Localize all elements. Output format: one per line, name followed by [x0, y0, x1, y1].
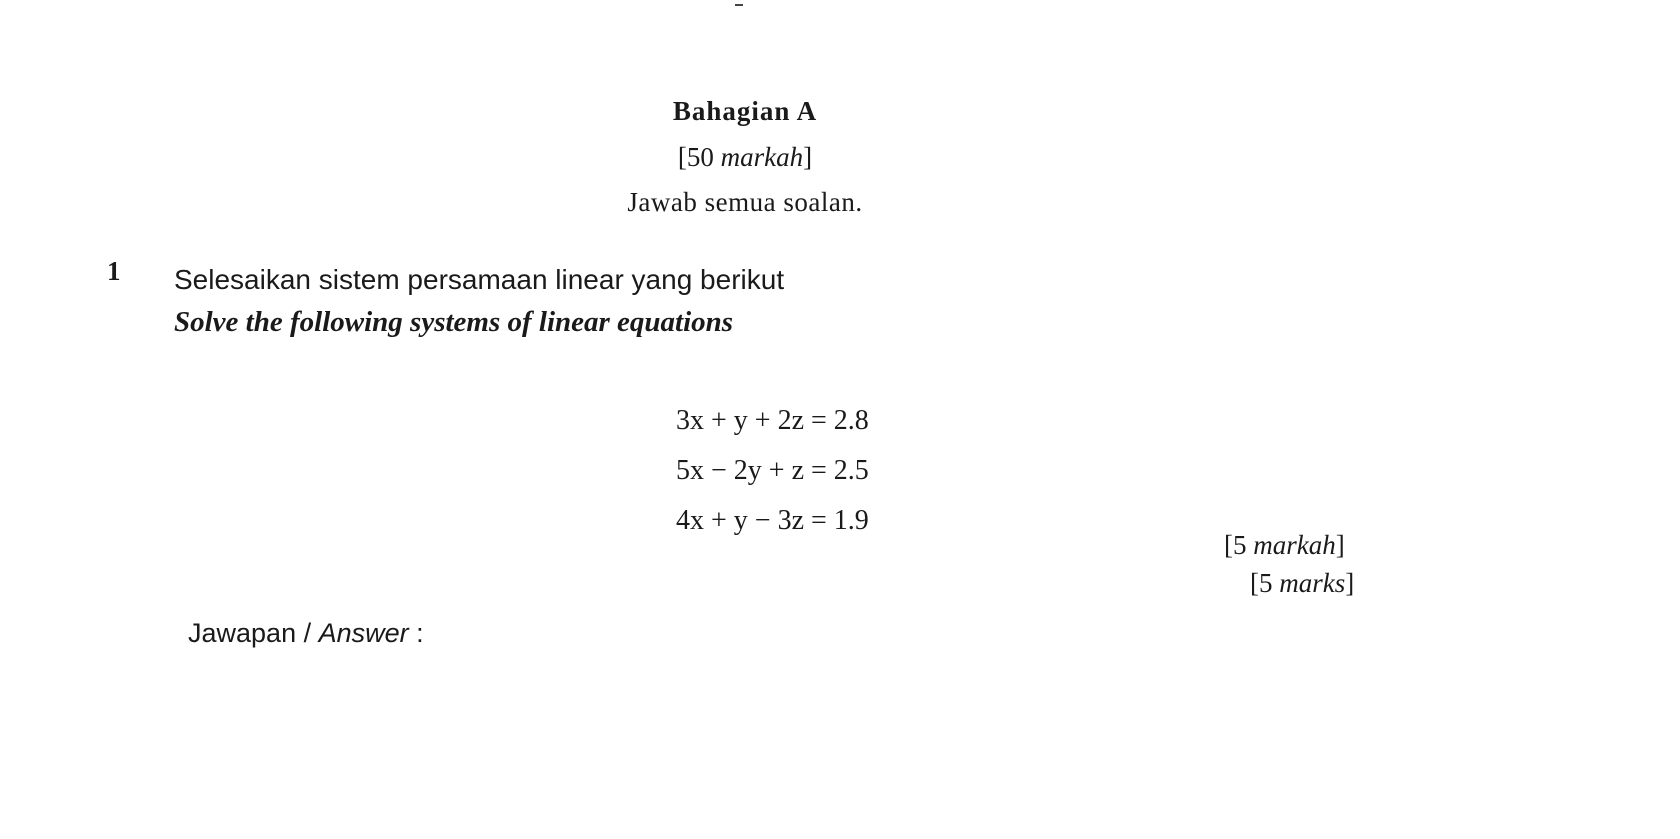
- marks-en-word: marks: [1279, 568, 1346, 598]
- marks-en-close: ]: [1345, 568, 1355, 598]
- section-title: Bahagian A: [672, 96, 818, 126]
- marks-ms-close: ]: [1335, 530, 1345, 560]
- section-marks-open: [50: [677, 142, 721, 172]
- answer-label-colon: :: [408, 618, 424, 648]
- marks-ms-open: [5: [1224, 530, 1254, 560]
- equation-system: [676, 396, 869, 546]
- section-marks-word: markah: [720, 142, 804, 172]
- answer-label-malay: Jawapan /: [188, 618, 319, 648]
- question-text-english: Solve the following systems of linear equations: [174, 306, 734, 338]
- answer-label-english: Answer: [318, 618, 409, 648]
- answer-label: [188, 618, 424, 649]
- section-marks: [0, 142, 1490, 173]
- section-instruction: Jawab semua soalan.: [627, 187, 863, 217]
- marks-en-open: [5: [1250, 568, 1280, 598]
- question-text-malay: Selesaikan sistem persamaan linear yang berikut: [174, 264, 785, 295]
- marks-ms-word: markah: [1253, 530, 1336, 560]
- question-number: 1: [107, 256, 121, 286]
- equation-2: 5x − 2y + z = 2.5: [676, 455, 869, 486]
- equation-1: 3x + y + 2z = 2.8: [676, 405, 869, 436]
- question-marks-malay: [1224, 530, 1345, 561]
- question-marks-english: [1250, 568, 1354, 599]
- equation-3: 4x + y − 3z = 1.9: [676, 505, 869, 536]
- section-marks-close: ]: [803, 142, 813, 172]
- scan-mark: [735, 0, 743, 6]
